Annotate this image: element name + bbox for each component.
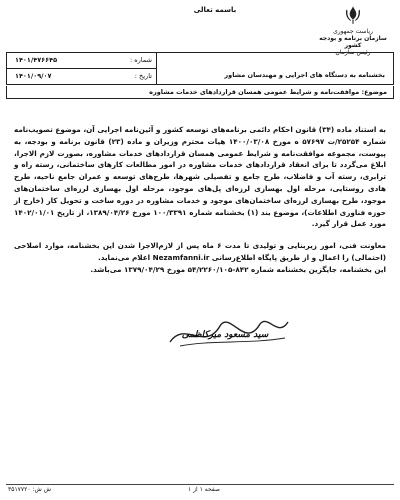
basmala: باسمه تعالی [193,6,237,14]
page-number: صفحه ۱ از ۱ [188,486,220,493]
number-value: ۱۴۰۱/۴۷۶۶۴۵ [15,56,58,64]
organization-header [312,4,394,56]
letter-body [14,124,386,276]
letter-meta-box [6,52,394,85]
body-paragraph: به استناد ماده (۳۴) قانون احکام دائمی برنامه‌های توسعه کشور و آئین‌نامه اجرایی آن، موضوع تصویب‌نامه شماره ۲۵۲۵۴/ت ۵۷۶۹۷ ه مورخ ۱۴۰۰/۰۳/۰۸ هیات محترم وزیران و ماده (۲۳) قانون برنامه و بودجه، به پیوست، مجموعه موافقت‌نامه و شرایط عمومی همسان قراردادهای خدمات مشاوره، بصورت لازم الاجرا، ابلاغ می‌گردد تا برای انعقاد قراردادهای خدمات مشاوره در امور مطالعات کارهای ساختمانی، رسته راه و ترابری، رسته آب و فاضلاب، طرح جامع و تفصیلی شهرها، طرح‌های توسعه و عمران جامع ناحیه، طرح هادی روستایی، مرحله اول بهسازی لرزه‌ای پل‌های موجود، مرحله اول بهسازی لرزه‌ای ساختمان‌های موجود، طرح بهسازی لرزه‌ای ساختمان‌های موجود و خدمات مشاوره در دوره ساخت و تحویل کار (خارج از حوزه فناوری اطلاعات)، موضوع بند (۱) بخشنامه شماره ۱۰۰/۳۳۹۱ مورخ ۱۳۸۹/۰۴/۲۶، از تاریخ ۱۴۰۲/۰۱/۰۱ مورد عمل قرار گیرد. [14,125,387,229]
date-value: ۱۴۰۱/۰۹/۰۷ [15,72,52,80]
org-line-presidency: ریاست جمهوری [333,28,373,35]
body-paragraph: این بخشنامه، جایگزین بخشنامه شماره ۸۴۲-۵۴/۲۲۶۰/۱۰۵ مورخ ۱۳۷۹/۰۴/۲۹ می‌باشد. [90,264,386,274]
footer-divider [6,484,394,485]
subject-line: موضوع: موافقت‌نامه و شرایط عمومی همسان قراردادهای خدمات مشاوره [6,86,394,99]
org-line-budget-organization: سازمان برنامه و بودجه کشور [319,35,387,49]
number-label: شماره : [130,56,152,64]
footer-reference: ش ش: ۳۵۱۷۷۲۰ [8,486,52,493]
date-label: تاریخ : [134,72,152,80]
addressee: بخشنامه به دستگاه های اجرایی و مهندسان مشاور [224,71,385,79]
signatory-name: سید مسعود میرکاظمی [181,330,269,340]
org-line-head: رئیس سازمان [335,49,371,56]
addressee-block [157,53,393,84]
body-paragraph: معاونت فنی، امور زیربنایی و تولیدی تا مدت ۶ ماه پس از لازم‌الاجرا شدن این بخشنامه، موارد اصلاحی (احتمالی) را اعمال و از طریق پایگاه اطلاع‌رسانی Nezamfanni.ir اعلام می‌نماید. [14,241,386,262]
number-date-block [7,53,157,84]
number-row [7,53,156,69]
signature-block [150,312,300,356]
date-row [7,69,156,84]
iran-emblem-icon [342,4,364,26]
